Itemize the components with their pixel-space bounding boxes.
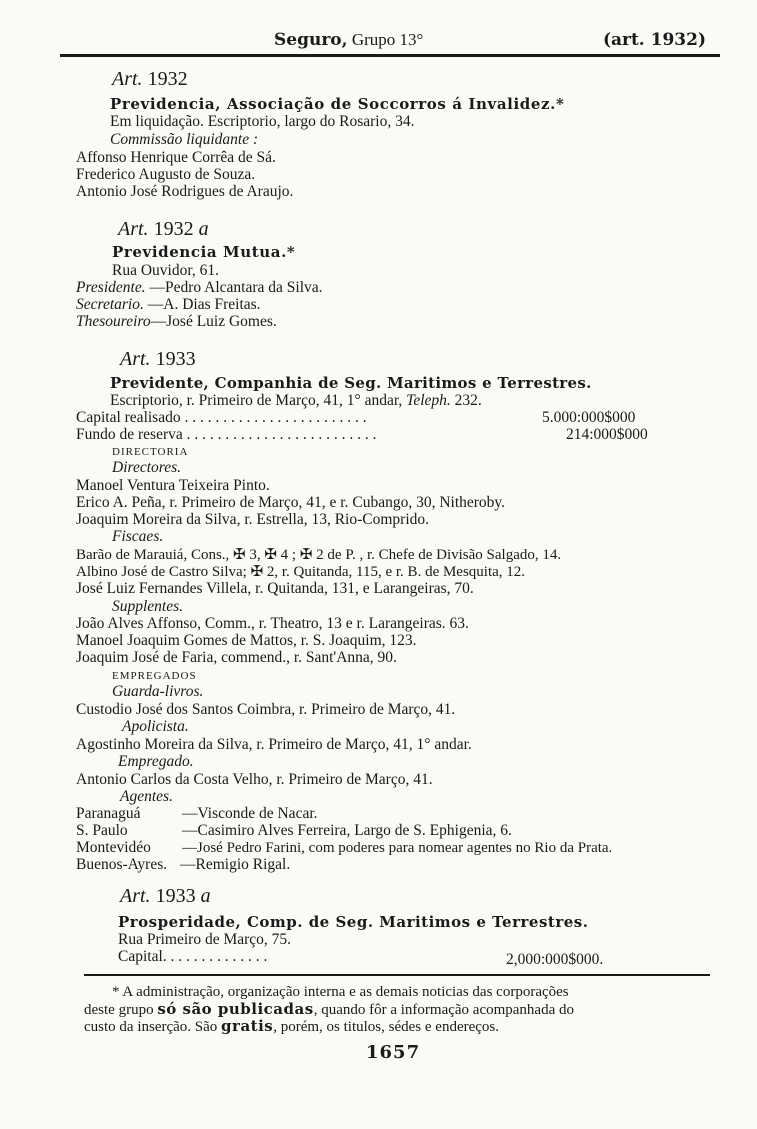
staff-entry: Antonio Carlos da Costa Velho, r. Primeiro de Março, 41. <box>76 771 433 788</box>
reserve-value: 214:000$000 <box>566 426 648 443</box>
reserve-label: Fundo de reserva . . . . . . . . . . . . . . . . . . . . . . . . . <box>76 426 377 443</box>
office-line: Escriptorio, r. Primeiro de Março, 41, 1° andar, Teleph. 232. <box>110 392 482 409</box>
subsection-label: Supplentes. <box>112 598 184 615</box>
running-head <box>60 30 720 57</box>
commission-label: Commissão liquidante : <box>110 131 259 148</box>
article-number: Art. 1932 <box>112 68 188 90</box>
section-label: DIRECTORIA <box>112 446 189 458</box>
article-heading: Previdente, Companhia de Seg. Maritimos e Terrestres. <box>110 374 592 392</box>
footnote-line: deste grupo só são publicadas, quando fôr a informação acompanhada do <box>84 1000 574 1018</box>
officer-line: Secretario. —A. Dias Freitas. <box>76 296 261 313</box>
supplente-entry: Joaquim José de Faria, commend., r. Sant'Anna, 90. <box>76 649 397 666</box>
fiscal-entry: Albino José de Castro Silva; ✠ 2, r. Quitanda, 115, e r. B. de Mesquita, 12. <box>76 564 526 580</box>
director-entry: Erico A. Peña, r. Primeiro de Março, 41, e r. Cubango, 30, Nitheroby. <box>76 494 506 511</box>
article-number: Art. 1933 a <box>120 885 211 907</box>
subsection-label: Guarda-livros. <box>112 683 204 700</box>
subsection-label: Directores. <box>112 459 182 476</box>
article-number: Art. 1933 <box>120 348 196 370</box>
capital-label: Capital realisado . . . . . . . . . . . . . . . . . . . . . . . . <box>76 409 367 426</box>
agent-detail: —Casimiro Alves Ferreira, Largo de S. Ephigenia, 6. <box>182 822 512 839</box>
supplente-entry: Manoel Joaquim Gomes de Mattos, r. S. Joaquim, 123. <box>76 632 417 649</box>
supplente-entry: João Alves Affonso, Comm., r. Theatro, 13 e r. Larangeiras. 63. <box>76 615 469 632</box>
agent-detail: —Visconde de Nacar. <box>182 805 318 822</box>
staff-entry: Custodio José dos Santos Coimbra, r. Primeiro de Março, 41. <box>76 701 456 718</box>
commission-member: Frederico Augusto de Souza. <box>76 166 256 183</box>
article-info: Em liquidação. Escriptorio, largo do Rosario, 34. <box>110 113 415 130</box>
subsection-label: Fiscaes. <box>112 528 164 545</box>
page-number: 1657 <box>366 1042 421 1063</box>
commission-member: Antonio José Rodrigues de Araujo. <box>76 183 294 200</box>
agent-place: S. Paulo <box>76 822 128 839</box>
subsection-label: Agentes. <box>120 788 173 805</box>
director-entry: Joaquim Moreira da Silva, r. Estrella, 13, Rio-Comprido. <box>76 511 430 528</box>
agent-place: Paranaguá <box>76 805 141 822</box>
article-address: Rua Primeiro de Março, 75. <box>118 931 292 948</box>
subsection-label: Apolicista. <box>122 718 189 735</box>
agent-place: Buenos-Ayres. <box>76 856 168 873</box>
staff-entry: Agostinho Moreira da Silva, r. Primeiro de Março, 41, 1° andar. <box>76 736 472 753</box>
officer-line: Thesoureiro—José Luiz Gomes. <box>76 313 277 330</box>
agent-detail: —Remigio Rigal. <box>180 856 291 873</box>
capital-value: 5.000:000$000 <box>542 409 636 426</box>
article-number: Art. 1932 a <box>118 218 209 240</box>
footnote-rule <box>84 974 710 976</box>
article-heading: Previdencia, Associação de Soccorros á Invalidez.* <box>110 95 565 113</box>
footnote-line: * A administração, organização interna e as demais noticias das corporações <box>112 984 569 1000</box>
section-label: EMPREGADOS <box>112 670 197 682</box>
footnote-line: custo da inserção. São gratis, porém, os titulos, sédes e endereços. <box>84 1017 500 1035</box>
fiscal-entry: Barão de Marauiá, Cons., ✠ 3, ✠ 4 ; ✠ 2 de P. , r. Chefe de Divisão Salgado, 14. <box>76 547 562 563</box>
commission-member: Affonso Henrique Corrêa de Sá. <box>76 149 276 166</box>
agent-detail: —José Pedro Farini, com poderes para nomear agentes no Rio da Prata. <box>182 840 613 856</box>
article-address: Rua Ouvidor, 61. <box>112 262 220 279</box>
officer-line: Presidente. —Pedro Alcantara da Silva. <box>76 279 323 296</box>
fiscal-entry: José Luiz Fernandes Villela, r. Quitanda, 131, e Larangeiras, 70. <box>76 580 474 597</box>
running-head-title: Seguro, Grupo 13° <box>274 30 424 50</box>
capital-value: 2,000:000$000. <box>506 951 604 968</box>
article-heading: Prosperidade, Comp. de Seg. Maritimos e Terrestres. <box>118 913 589 931</box>
director-entry: Manoel Ventura Teixeira Pinto. <box>76 477 270 494</box>
capital-label: Capital. . . . . . . . . . . . . . <box>118 948 268 965</box>
subsection-label: Empregado. <box>118 753 194 770</box>
article-heading: Previdencia Mutua.* <box>112 243 296 261</box>
running-head-article-ref: (art. 1932) <box>602 30 706 50</box>
agent-place: Montevidéo <box>76 839 151 856</box>
